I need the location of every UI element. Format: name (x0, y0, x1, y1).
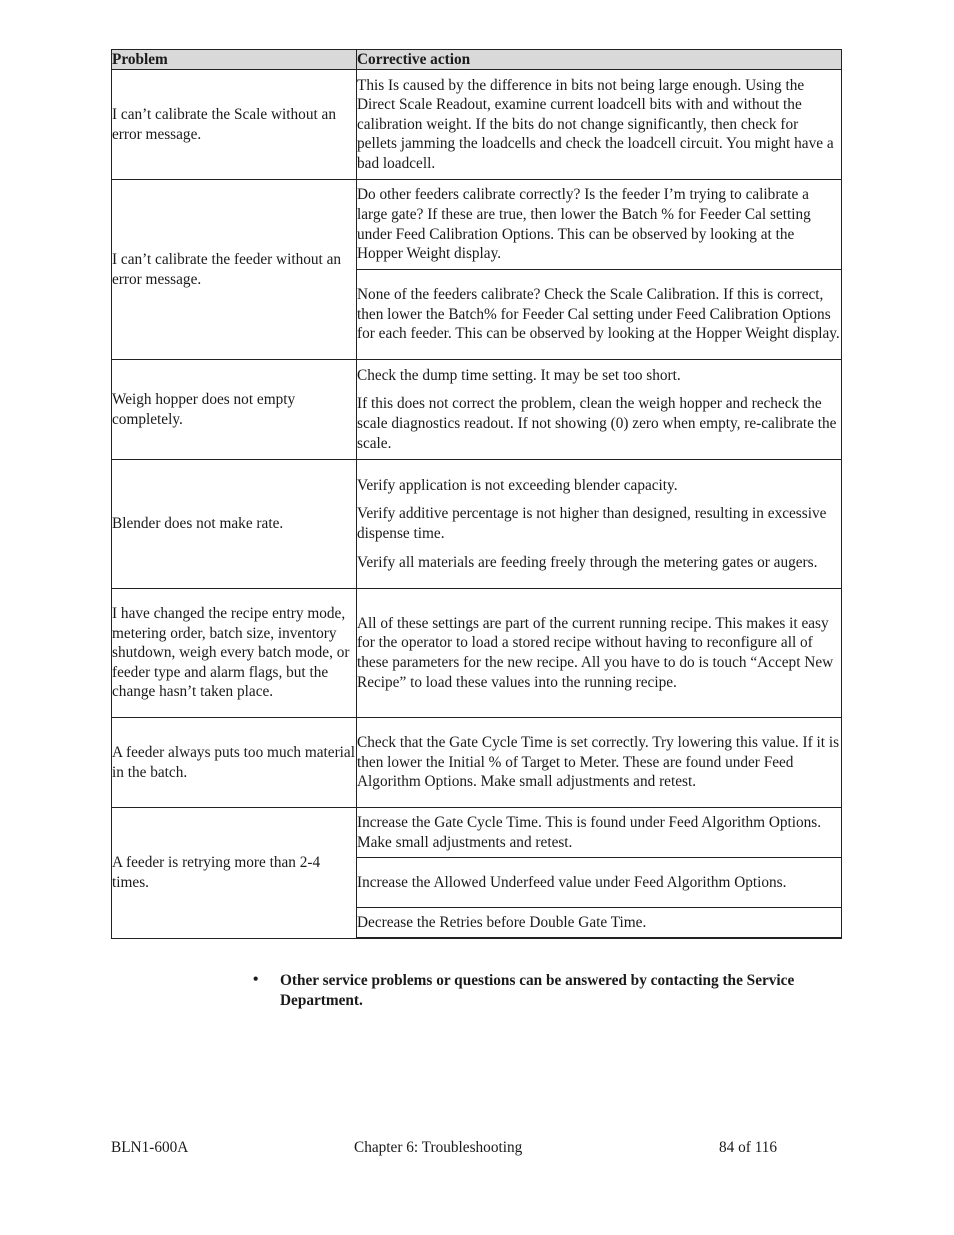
action-cell (357, 360, 842, 460)
table-row (112, 460, 842, 589)
table-row (112, 180, 842, 270)
table-row (112, 808, 842, 858)
action-text: If this does not correct the problem, clean the weigh hopper and recheck the scale diagnostics readout. If not showing (0) zero when empty, re-calibrate the scale. (357, 395, 837, 452)
action-text: Decrease the Retries before Double Gate Time. (357, 913, 647, 931)
footer-doc-id: BLN1-600A (111, 1139, 189, 1156)
footer-chapter: Chapter 6: Troubleshooting (354, 1139, 523, 1156)
action-text: Increase the Gate Cycle Time. This is found under Feed Algorithm Options. Make small adjustments and retest. (357, 813, 822, 851)
action-cell (357, 70, 842, 180)
bullet-icon: • (253, 971, 259, 988)
action-cell (357, 460, 842, 589)
action-cell (357, 718, 842, 808)
action-text: Check that the Gate Cycle Time is set correctly. Try lowering this value. If it is then lower the Initial % of Target to Meter. These are found under Feed Algorithm Options. Make small adjustments and retest. (357, 734, 840, 791)
action-cell (357, 180, 842, 270)
table-row (112, 70, 842, 180)
action-text: Verify all materials are feeding freely through the metering gates or augers. (357, 553, 818, 571)
service-note-text: Other service problems or questions can be answered by contacting the Service Department. (280, 972, 795, 1009)
action-text: None of the feeders calibrate? Check the Scale Calibration. If this is correct, then lower the Batch% for Feeder Cal setting under Feed Calibration Options for each feeder. This can be observed by looking at the Hopper Weight display. (357, 286, 840, 343)
action-cell (357, 270, 842, 360)
problem-cell: I have changed the recipe entry mode, metering order, batch size, inventory shutdown, weigh every batch mode, or feeder type and alarm flags, but the change hasn’t taken place. (112, 589, 357, 718)
corrective-action-column-header: Corrective action (357, 50, 842, 70)
action-text: Verify application is not exceeding blender capacity. (357, 476, 678, 494)
problem-cell: Blender does not make rate. (112, 460, 357, 589)
action-text: Verify additive percentage is not higher than designed, resulting in excessive dispense time. (357, 505, 827, 542)
table-row (112, 360, 842, 460)
footer-page-number: 84 of 116 (719, 1139, 778, 1156)
action-text: Check the dump time setting. It may be set too short. (357, 366, 681, 384)
problem-cell: A feeder is retrying more than 2-4 times. (112, 808, 357, 939)
problem-cell: A feeder always puts too much material in the batch. (112, 718, 357, 808)
action-text: This Is caused by the difference in bits not being large enough. Using the Direct Scale Readout, examine current loadcell bits with and without the calibration weight. If the bits do not change significantly, then check for pellets jamming the loadcells and check the loadcell circuit. You might have a bad loadcell. (357, 76, 834, 172)
action-cell (357, 858, 842, 908)
action-cell (357, 908, 842, 939)
troubleshooting-table (111, 49, 842, 939)
problem-cell: I can’t calibrate the Scale without an error message. (112, 70, 357, 180)
table-header-row (112, 50, 842, 70)
action-text: All of these settings are part of the current running recipe. This makes it easy for the operator to load a stored recipe without having to reconfigure all of these parameters for the new recipe. All you have to do is touch “Accept New Recipe” to load these values into the running recipe. (357, 614, 834, 691)
action-cell (357, 808, 842, 858)
table-row (112, 718, 842, 808)
action-cell (357, 589, 842, 718)
action-text: Increase the Allowed Underfeed value under Feed Algorithm Options. (357, 873, 787, 891)
table-row (112, 589, 842, 718)
problem-column-header: Problem (112, 50, 357, 70)
problem-cell: Weigh hopper does not empty completely. (112, 360, 357, 460)
problem-cell: I can’t calibrate the feeder without an error message. (112, 180, 357, 360)
action-text: Do other feeders calibrate correctly? Is the feeder I’m trying to calibrate a large gate? If these are true, then lower the Batch % for Feeder Cal setting under Feed Calibration Options. This can be observed by looking at the Hopper Weight display. (357, 186, 811, 263)
